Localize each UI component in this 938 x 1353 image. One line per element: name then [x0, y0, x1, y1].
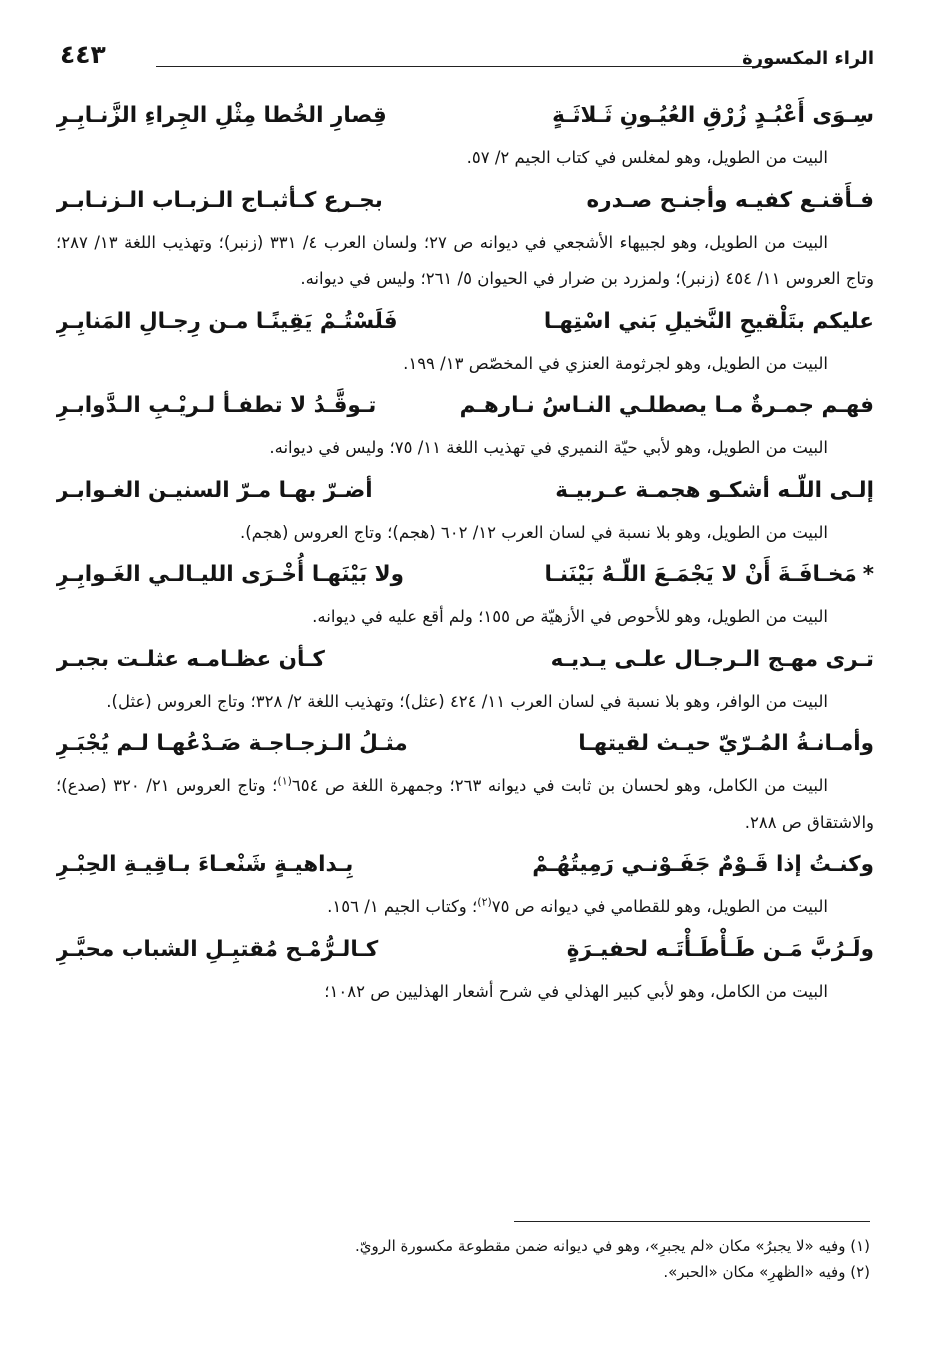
second-hemistich: كـالـرُّمْـح مُقتبِـلِ الشباب محبَّـرِ — [56, 936, 379, 962]
verse-line — [56, 720, 874, 768]
poem-entry — [56, 298, 874, 383]
page-number: ٤٤٣ — [60, 40, 106, 69]
verse-commentary: البيت من الوافر، وهو بلا نسبة في لسان العرب ١١/ ٤٢٤ (عثل)؛ وتهذيب اللغة ٢/ ٣٢٨؛ وتاج العروس (عثل). — [106, 691, 828, 711]
first-hemistich: سِـوَى أَعْبُـدٍ زُرْقِ العُيُـونِ ثَـلاثَـةٍ — [552, 103, 874, 128]
verse-commentary: البيت من الطويل، وهو للأحوص في الأزهيّة ص ١٥٥؛ ولم أقع عليه في ديوانه. — [312, 607, 828, 626]
verse-line — [56, 841, 874, 889]
asterisk-marker: * — [862, 562, 874, 587]
verse-line — [56, 467, 874, 515]
verse-commentary — [56, 889, 874, 926]
footnote-marker: (٢) — [477, 895, 492, 909]
page-body — [56, 92, 874, 1010]
first-hemistich: فـأَقنـع كفيـه وأجنـح صـدره — [586, 187, 874, 213]
footnote-marker: (١) — [277, 774, 292, 788]
first-hemistich: إلـى اللّـه أشكـو هجمـة عـربيـة — [555, 477, 874, 503]
footnote-2: (٢) وفيه «الظهرِ» مكان «الحبر». — [663, 1263, 870, 1281]
poem-entry — [56, 720, 874, 841]
second-hemistich: مثـلُ الـزجـاجـة صَـدْعُهـا لـم يُجْبَـرِ — [56, 731, 408, 756]
verse-commentary: البيت من الطويل، وهو بلا نسبة في لسان العرب ١٢/ ٦٠٢ (هجم)؛ وتاج العروس (هجم). — [239, 522, 828, 542]
verse-line — [56, 177, 874, 225]
first-hemistich: فهـم جمـرةٌ مـا يصطلـي النـاسُ نـارهـم — [459, 393, 874, 418]
footnote-separator — [514, 1221, 870, 1222]
first-hemistich-text: مَخـافَـةَ أَنْ لا يَجْمَـعَ اللّـهُ بَيْنَنـا — [544, 562, 857, 587]
first-hemistich: عليكم بتَلْقيحِ النَّخيلِ بَني اسْتِهـا — [543, 308, 874, 334]
second-hemistich: ولا بَيْنَهـا أُخْـرَى الليـالـي الغَـوابِـرِ — [56, 562, 405, 587]
first-hemistich: ولَـرُبَّ مَـن طَـأْطَـأْتَـه لحفيـرَةٍ — [566, 936, 874, 962]
header-rule — [156, 66, 766, 67]
commentary-text-rest: ؛ وكتاب الجيم ١/ ١٥٦. — [327, 897, 478, 916]
second-hemistich: قِصارِ الخُطا مِثْلِ الجِراءِ الزَّنـابِـرِ — [56, 103, 387, 128]
footnote-1: (١) وفيه «لا يجبرُ» مكان «لم يجبرِ»، وهو في ديوانه ضمن مقطوعة مكسورة الرويّ. — [354, 1237, 870, 1255]
verse-commentary: البيت من الطويل، وهو لأبي حيّة النميري في تهذيب اللغة ١١/ ٧٥؛ وليس في ديوانه. — [269, 438, 828, 457]
poem-entry — [56, 636, 874, 721]
chapter-title: الراء المكسورة — [742, 48, 874, 69]
poem-entry — [56, 841, 874, 926]
commentary-text: البيت من الكامل، وهو لحسان بن ثابت في ديوانه ٢٦٣؛ وجمهرة اللغة ص ٦٥٤ — [291, 776, 828, 795]
poem-entry — [56, 177, 874, 298]
verse-line — [56, 551, 874, 599]
first-hemistich: تـرى مهـج الـرجـال علـى يـديـه — [550, 646, 874, 672]
poem-entry — [56, 382, 874, 467]
footnotes — [60, 1233, 870, 1285]
verse-line — [56, 636, 874, 684]
verse-commentary: البيت من الطويل، وهو لجبيهاء الأشجعي في ديوانه ص ٢٧؛ ولسان العرب ٤/ ٣٣١ (زنبر)؛ وتهذيب اللغة ١٣/ ٢٨٧؛ وتاج العروس ١١/ ٤٥٤ (زنبر)؛ ولمزرد بن ضرار في الحيوان ٥/ ٢٦١؛ وليس في ديوانه. — [56, 232, 874, 288]
verse-line — [56, 926, 874, 974]
first-hemistich: وأمـانـةُ المُـرّيّ حيـث لقيتهـا — [578, 731, 874, 756]
first-hemistich — [544, 551, 874, 599]
poem-entry — [56, 551, 874, 636]
verse-commentary: البيت من الكامل، وهو لأبي كبير الهذلي في شرح أشعار الهذليين ص ١٠٨٢؛ — [324, 981, 828, 1001]
poem-entry — [56, 92, 874, 177]
first-hemistich: وكنـتُ إذا قَـوْمٌ جَفَـوْنـي رَمِيتُهُـمْ — [532, 852, 874, 877]
verse-commentary: البيت من الطويل، وهو لمغلس في كتاب الجيم ٢/ ٥٧. — [466, 148, 828, 167]
verse-commentary — [56, 768, 874, 841]
verse-commentary: البيت من الطويل، وهو لجرثومة العنزي في المخصّص ١٣/ ١٩٩. — [403, 353, 828, 373]
verse-line — [56, 298, 874, 346]
second-hemistich: أضـرّ بهـا مـرّ السنيـن الغـوابـر — [56, 477, 373, 503]
poem-entry — [56, 926, 874, 1011]
verse-line — [56, 382, 874, 430]
commentary-text-rest: ؛ وتاج العروس ٢١/ ٣٢٠ (صدع)؛ والاشتقاق ص ٢٨٨. — [56, 776, 874, 832]
second-hemistich: تـوقَّـدُ لا تطفـأ لـريْـبِ الـدَّوابـرِ — [56, 393, 377, 418]
poem-entry — [56, 467, 874, 552]
verse-line — [56, 92, 874, 140]
second-hemistich: بجـرع كـأثبـاج الـزبـاب الـزنـابـر — [56, 187, 383, 213]
second-hemistich: كـأن عظـامـه عثلـت بجبـر — [56, 646, 325, 672]
page-header — [60, 40, 874, 80]
second-hemistich: فَلَسْتُـمْ يَقِينًـا مـن رِجـالِ المَنابِـرِ — [56, 308, 398, 334]
commentary-text: البيت من الطويل، وهو للقطامي في ديوانه ص ٧٥ — [491, 897, 828, 916]
second-hemistich: بِـداهيـةٍ شَنْعـاءَ بـاقِيـةِ الحِبْـرِ — [56, 852, 354, 877]
